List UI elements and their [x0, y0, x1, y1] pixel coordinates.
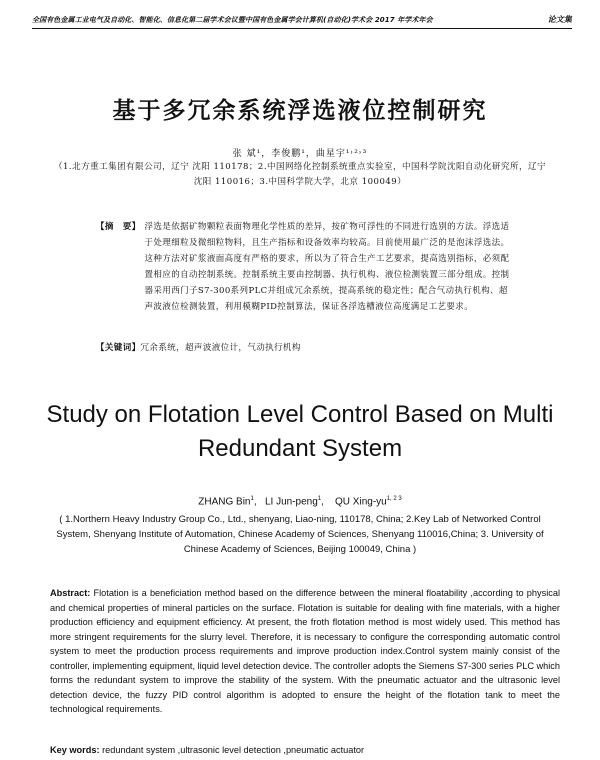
english-title [40, 398, 560, 466]
author-2: LI Jun-peng [264, 496, 318, 508]
english-affiliation: ( 1.Northern Heavy Industry Group Co., Ltd., shenyang, Liao-ning, 110178, China; 2.Key Lab of Networked Control System, Shenyang Institute of Automation, Chinese Academy of Sciences, Shenyang 110016,China; 3. University of Chinese Academy of Sciences, Beijing 100049, China ) [56, 514, 544, 555]
english-title-line-1: Study on Flotation Level Control Based on Multi [46, 401, 554, 428]
english-keywords [50, 745, 560, 755]
english-keywords-label: Key words: [50, 745, 100, 755]
chinese-affiliation [40, 160, 560, 190]
chinese-abstract-label: 【摘 要】 [96, 222, 141, 232]
english-abstract-text: Flotation is a beneficiation method based on the difference between the mineral floatability ,according to physical and chemical properties of mineral particles on the surface. Flotation is suitable for dealing with fine materials, with a higher production efficiency and equipment efficiency. At present, the froth flotation method is most widely used. This method has more stringent requirements for the slurry level. Therefore, it is necessary to configure the corresponding automatic control system to meet the production process requirements and improve production index.Control system mainly consist of the controller, implementing equipment, liquid level detection device. The controller adopts the Siemens S7-300 series PLC which forms the redundant system to improve the stability of the system. With the pneumatic actuator and the ultrasonic level detection device, the fuzzy PID control algorithm is adopted to ensure the height of the flotation tank to meet the technological requirements. [50, 588, 561, 714]
running-head-conference: 全国有色金属工业电气及自动化、智能化、信息化第二届学术会议暨中国有色金属学会计算机(自动化)学术会 2017 年学术年会 [32, 16, 433, 24]
chinese-abstract [96, 219, 516, 315]
chinese-abstract-text: 浮选是依据矿物颗粒表面物理化学性质的差异，按矿物可浮性的不同进行选别的方法。浮选适于处理细粒及微细粒物料，且生产指标和设备效率均较高。目前使用最广泛的是泡沫浮选法。这种方法对矿浆液面高度有严格的要求，所以为了符合生产工艺要求，提高选别指标，必须配置相应的自动控制系统。控制系统主要由控制器、执行机构、液位检测装置三部分组成。控制器采用西门子S7-300系列PLC并组成冗余系统，提高系统的稳定性；配合气动执行机构、超声波液位检测装置，利用模糊PID控制算法，保证各浮选槽液位高度满足工艺要求。 [144, 222, 510, 312]
running-header [32, 14, 572, 29]
author-1: ZHANG Bin [198, 496, 251, 508]
chinese-title: 基于多冗余系统浮选液位控制研究 [112, 98, 488, 124]
author-3: QU Xing-yu [335, 496, 387, 508]
chinese-authors: 张 斌¹，李俊鹏¹，曲星宇¹˒²˒³ [232, 149, 368, 159]
chinese-affiliation-line-2: 沈阳 110016；3.中国科学院大学，北京 100049） [193, 177, 407, 187]
chinese-keywords-label: 【关键词】 [96, 343, 141, 353]
english-authors: ZHANG Bin$^1$, LI Jun-peng$^1$, QU Xing-$yu^{1, 2 3}$ [198, 496, 402, 508]
author-1-sup: 1 [250, 496, 254, 502]
english-abstract [50, 586, 560, 717]
chinese-keywords [96, 341, 516, 353]
english-title-line-2: Redundant System [197, 435, 403, 462]
author-2-sup: 1 [317, 496, 322, 502]
author-3-sup: 1, 2 3 [386, 496, 402, 502]
english-keywords-text: redundant system ,ultrasonic level detection ,pneumatic actuator [102, 745, 365, 755]
chinese-affiliation-line-1: （1.北方重工集团有限公司，辽宁 沈阳 110178；2.中国网络化控制系统重点实验室，中国科学院沈阳自动化研究所，辽宁 [53, 162, 547, 172]
running-head-tag: 论文集 [547, 15, 572, 24]
english-abstract-label: Abstract: [50, 588, 91, 598]
chinese-keywords-text: 冗余系统，超声波液位计，气动执行机构 [140, 343, 301, 353]
